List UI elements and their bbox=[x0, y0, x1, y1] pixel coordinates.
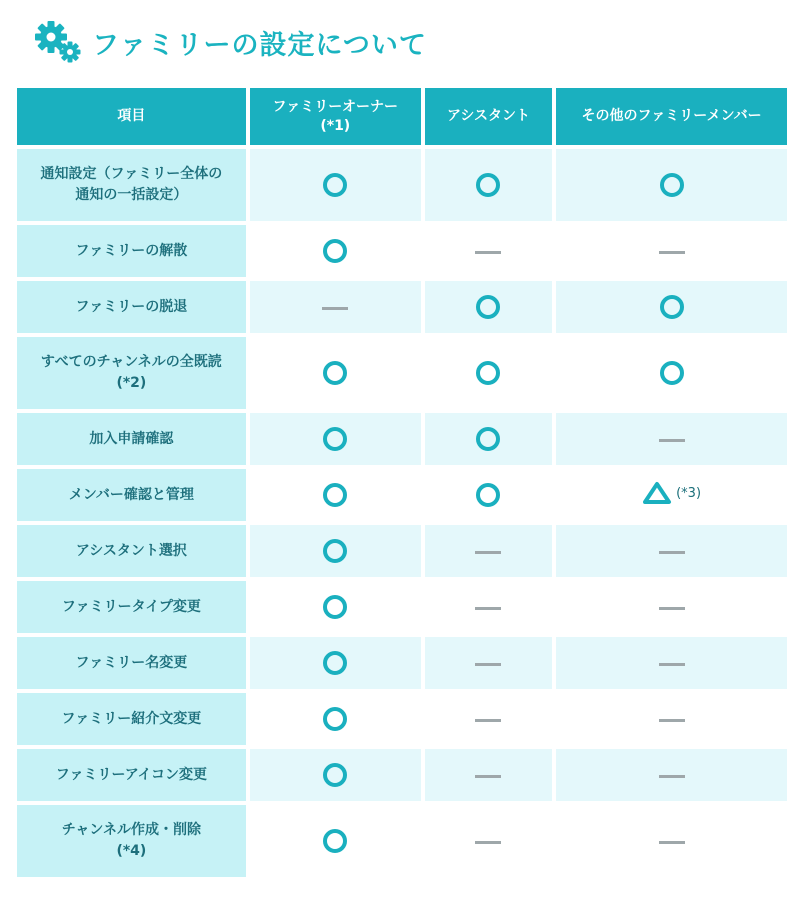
table-row bbox=[17, 693, 787, 745]
dash-mark-icon bbox=[659, 607, 685, 610]
assistant-cell bbox=[425, 337, 552, 409]
table-row bbox=[17, 413, 787, 465]
circle-mark-icon bbox=[323, 763, 347, 787]
dash-mark-icon bbox=[659, 841, 685, 844]
owner-cell bbox=[250, 469, 421, 521]
dash-mark-icon bbox=[475, 775, 501, 778]
others-cell bbox=[556, 693, 787, 745]
owner-cell bbox=[250, 225, 421, 277]
assistant-cell bbox=[425, 749, 552, 801]
dash-mark-icon bbox=[475, 663, 501, 666]
assistant-cell bbox=[425, 693, 552, 745]
others-cell bbox=[556, 469, 787, 521]
dash-mark-icon bbox=[659, 551, 685, 554]
circle-mark-icon bbox=[323, 361, 347, 385]
owner-cell bbox=[250, 637, 421, 689]
others-cell bbox=[556, 525, 787, 577]
assistant-cell bbox=[425, 525, 552, 577]
circle-mark-icon bbox=[323, 539, 347, 563]
table-row bbox=[17, 805, 787, 877]
table-row bbox=[17, 749, 787, 801]
row-item-label: ファミリーの解散 bbox=[17, 225, 246, 277]
circle-mark-icon bbox=[476, 361, 500, 385]
dash-mark-icon bbox=[475, 607, 501, 610]
others-cell bbox=[556, 805, 787, 877]
row-item-label: ファミリーアイコン変更 bbox=[17, 749, 246, 801]
owner-cell bbox=[250, 693, 421, 745]
table-row bbox=[17, 525, 787, 577]
row-item-label: ファミリーの脱退 bbox=[17, 281, 246, 333]
owner-cell bbox=[250, 149, 421, 221]
assistant-cell bbox=[425, 581, 552, 633]
table-row bbox=[17, 637, 787, 689]
circle-mark-icon bbox=[660, 361, 684, 385]
others-cell bbox=[556, 281, 787, 333]
circle-mark-icon bbox=[323, 427, 347, 451]
footnote-ref: (*3) bbox=[676, 485, 702, 501]
table-row bbox=[17, 581, 787, 633]
dash-mark-icon bbox=[475, 251, 501, 254]
row-item-label: ファミリー名変更 bbox=[17, 637, 246, 689]
circle-mark-icon bbox=[323, 595, 347, 619]
others-cell bbox=[556, 637, 787, 689]
row-item-label: アシスタント選択 bbox=[17, 525, 246, 577]
circle-mark-icon bbox=[323, 239, 347, 263]
triangle-mark-icon bbox=[642, 481, 672, 505]
others-cell bbox=[556, 149, 787, 221]
dash-mark-icon bbox=[659, 775, 685, 778]
others-cell bbox=[556, 581, 787, 633]
circle-mark-icon bbox=[476, 483, 500, 507]
table-row bbox=[17, 149, 787, 221]
row-item-label: 通知設定（ファミリー全体の 通知の一括設定） bbox=[17, 149, 246, 221]
page-title: ファミリーの設定について bbox=[92, 29, 427, 61]
assistant-cell bbox=[425, 469, 552, 521]
circle-mark-icon bbox=[323, 707, 347, 731]
table-row bbox=[17, 337, 787, 409]
dash-mark-icon bbox=[659, 251, 685, 254]
header-assistant: アシスタント bbox=[425, 88, 552, 145]
header-others: その他のファミリーメンバー bbox=[556, 88, 787, 145]
others-cell bbox=[556, 337, 787, 409]
row-item-label: チャンネル作成・削除 (*4) bbox=[17, 805, 246, 877]
others-cell bbox=[556, 749, 787, 801]
owner-cell bbox=[250, 805, 421, 877]
others-cell bbox=[556, 413, 787, 465]
circle-mark-icon bbox=[476, 295, 500, 319]
circle-mark-icon bbox=[660, 295, 684, 319]
circle-mark-icon bbox=[476, 173, 500, 197]
circle-mark-icon bbox=[323, 173, 347, 197]
circle-mark-icon bbox=[660, 173, 684, 197]
row-item-label: メンバー確認と管理 bbox=[17, 469, 246, 521]
assistant-cell bbox=[425, 149, 552, 221]
row-item-label: ファミリータイプ変更 bbox=[17, 581, 246, 633]
circle-mark-icon bbox=[476, 427, 500, 451]
table-body bbox=[17, 149, 787, 877]
page-header bbox=[32, 18, 427, 66]
owner-cell bbox=[250, 413, 421, 465]
table-row bbox=[17, 469, 787, 521]
assistant-cell bbox=[425, 281, 552, 333]
row-item-label: ファミリー紹介文変更 bbox=[17, 693, 246, 745]
triangle-mark bbox=[642, 481, 701, 505]
dash-mark-icon bbox=[659, 719, 685, 722]
dash-mark-icon bbox=[659, 663, 685, 666]
gears-icon bbox=[32, 18, 84, 66]
owner-cell bbox=[250, 749, 421, 801]
dash-mark-icon bbox=[475, 841, 501, 844]
settings-table bbox=[13, 84, 791, 881]
assistant-cell bbox=[425, 805, 552, 877]
circle-mark-icon bbox=[323, 483, 347, 507]
owner-cell bbox=[250, 581, 421, 633]
row-item-label: すべてのチャンネルの全既読 (*2) bbox=[17, 337, 246, 409]
owner-cell bbox=[250, 281, 421, 333]
dash-mark-icon bbox=[659, 439, 685, 442]
dash-mark-icon bbox=[475, 719, 501, 722]
assistant-cell bbox=[425, 225, 552, 277]
owner-cell bbox=[250, 525, 421, 577]
assistant-cell bbox=[425, 413, 552, 465]
circle-mark-icon bbox=[323, 651, 347, 675]
assistant-cell bbox=[425, 637, 552, 689]
owner-cell bbox=[250, 337, 421, 409]
header-item: 項目 bbox=[17, 88, 246, 145]
row-item-label: 加入申請確認 bbox=[17, 413, 246, 465]
dash-mark-icon bbox=[322, 307, 348, 310]
dash-mark-icon bbox=[475, 551, 501, 554]
table-row bbox=[17, 281, 787, 333]
table-header-row bbox=[17, 88, 787, 145]
table-row bbox=[17, 225, 787, 277]
others-cell bbox=[556, 225, 787, 277]
header-owner: ファミリーオーナー (*1) bbox=[250, 88, 421, 145]
circle-mark-icon bbox=[323, 829, 347, 853]
